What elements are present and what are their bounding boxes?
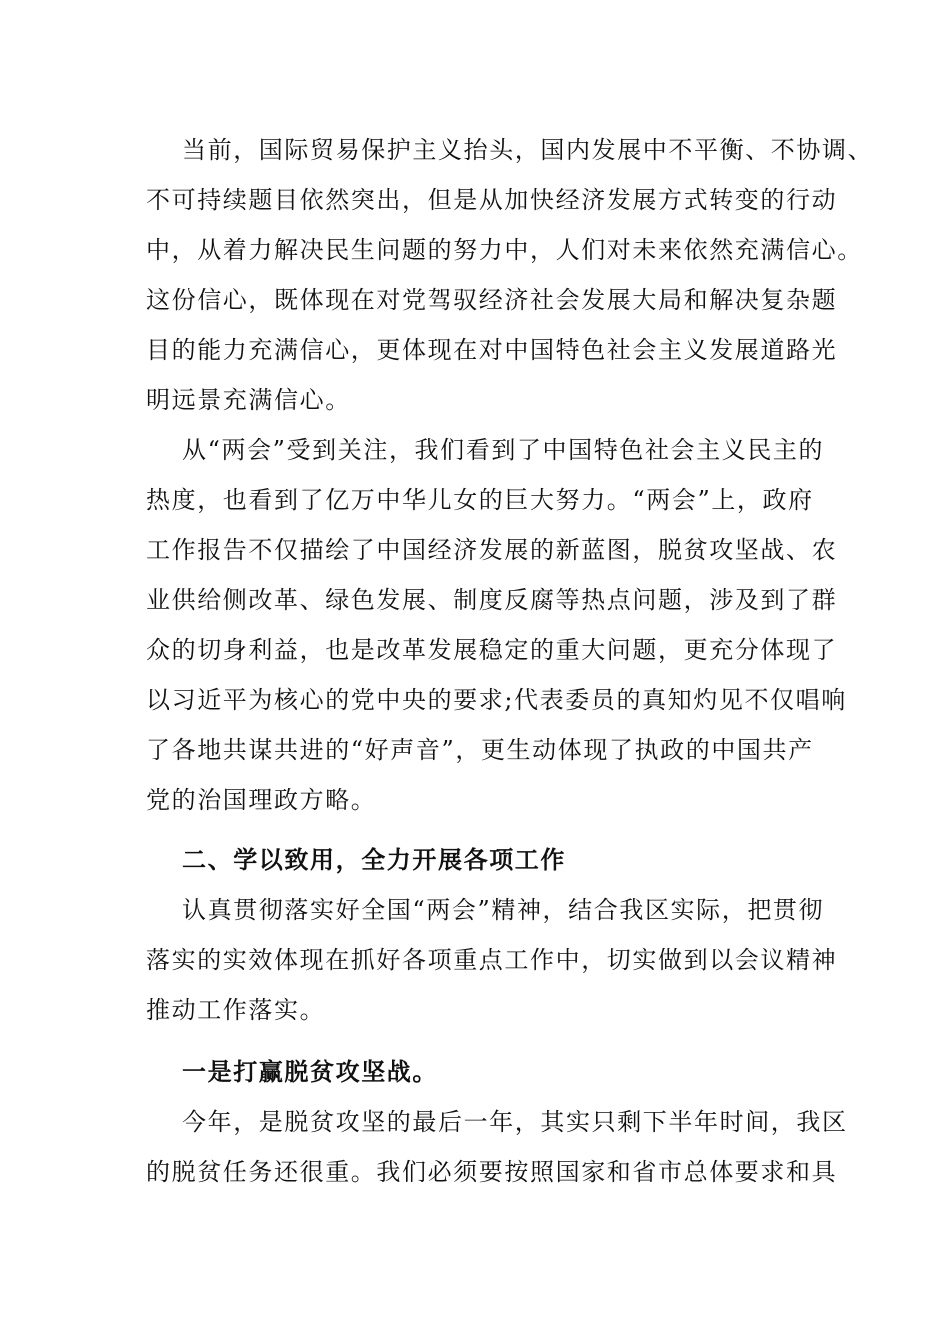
paragraph-line: 明远景充满信心。 [146, 386, 351, 414]
paragraph-line: 工作报告不仅描绘了中国经济发展的新蓝图，脱贫攻坚战、农 [146, 536, 838, 564]
paragraph-line: 众的切身利益，也是改革发展稳定的重大问题，更充分体现了 [146, 636, 838, 664]
sub-heading: 一是打赢脱贫攻坚战。 [182, 1058, 438, 1086]
paragraph-line: 当前，国际贸易保护主义抬头，国内发展中不平衡、不协调、 [182, 136, 874, 164]
paragraph-line: 热度，也看到了亿万中华儿女的巨大努力。“两会”上，政府 [146, 486, 814, 514]
paragraph-line: 从“两会”受到关注，我们看到了中国特色社会主义民主的 [182, 436, 825, 464]
paragraph-line: 落实的实效体现在抓好各项重点工作中，切实做到以会议精神 [146, 946, 838, 974]
paragraph-line: 党的治国理政方略。 [146, 786, 377, 814]
paragraph-line: 了各地共谋共进的“好声音”，更生动体现了执政的中国共产 [146, 736, 814, 764]
paragraph-line: 中，从着力解决民生问题的努力中，人们对未来依然充满信心。 [146, 236, 863, 264]
paragraph-line: 这份信心，既体现在对党驾驭经济社会发展大局和解决复杂题 [146, 286, 838, 314]
paragraph-line: 不可持续题目依然突出，但是从加快经济发展方式转变的行动 [146, 186, 838, 214]
paragraph-line: 以习近平为核心的党中央的要求;代表委员的真知灼见不仅唱响 [146, 686, 847, 714]
paragraph-line: 今年，是脱贫攻坚的最后一年，其实只剩下半年时间，我区 [182, 1108, 848, 1136]
paragraph-line: 认真贯彻落实好全国“两会”精神，结合我区实际，把贯彻 [182, 896, 825, 924]
paragraph-line: 推动工作落实。 [146, 996, 326, 1024]
paragraph-line: 的脱贫任务还很重。我们必须要按照国家和省市总体要求和具 [146, 1158, 838, 1186]
paragraph-line: 目的能力充满信心，更体现在对中国特色社会主义发展道路光 [146, 336, 838, 364]
paragraph-line: 业供给侧改革、绿色发展、制度反腐等热点问题，涉及到了群 [146, 586, 838, 614]
section-heading: 二、学以致用，全力开展各项工作 [182, 846, 566, 874]
